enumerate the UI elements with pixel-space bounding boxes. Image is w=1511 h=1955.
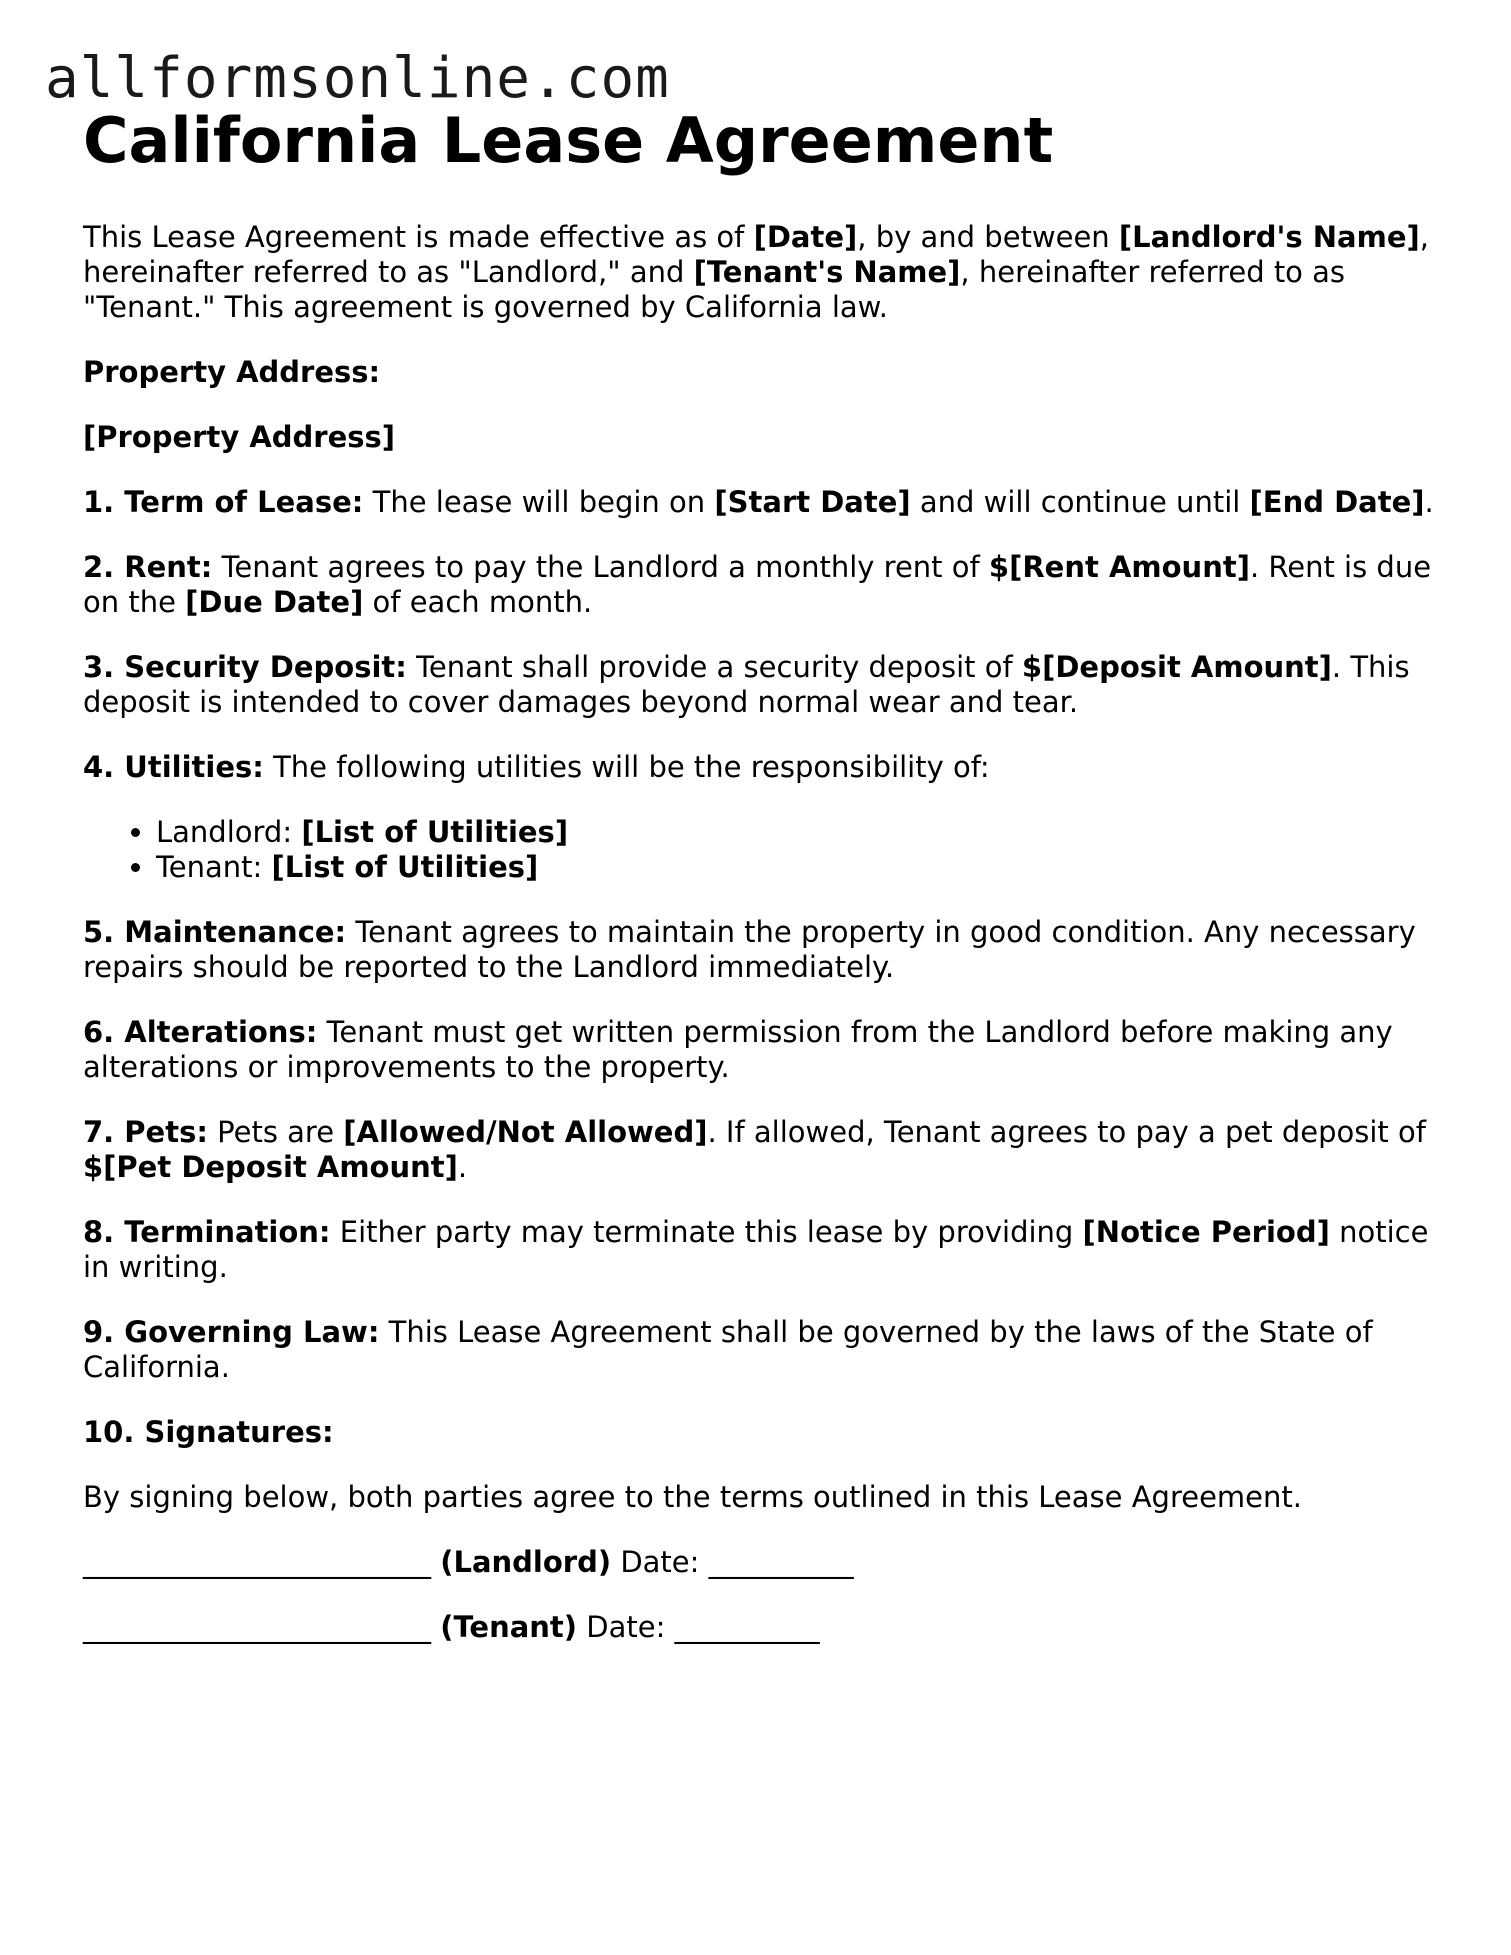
pets-allowed-placeholder: [Allowed/Not Allowed]	[343, 1115, 708, 1149]
section-maintenance: 5. Maintenance: Tenant agrees to maintain the property in good condition. Any necessary repairs should be reported to the Landlord immediately.	[83, 915, 1416, 984]
section-label: 5. Maintenance:	[83, 915, 347, 949]
signature-role: (Landlord)	[440, 1545, 612, 1579]
document-title: California Lease Agreement	[83, 104, 1054, 177]
section-label: 9. Governing Law:	[83, 1315, 380, 1349]
date-blank: __________	[674, 1610, 820, 1644]
section-label: 4. Utilities:	[83, 750, 264, 784]
section-termination: 8. Termination: Either party may terminate this lease by providing [Notice Period] notice in writing.	[83, 1215, 1429, 1284]
section-label: 8. Termination:	[83, 1215, 331, 1249]
due-date-placeholder: [Due Date]	[185, 585, 364, 619]
property-address-value: [Property Address]	[83, 420, 396, 454]
property-address-heading: Property Address:	[83, 355, 381, 389]
section-label: 2. Rent:	[83, 550, 213, 584]
section-security-deposit: 3. Security Deposit: Tenant shall provide a security deposit of $[Deposit Amount]. This deposit is intended to cover damages beyond normal wear and tear.	[83, 650, 1410, 719]
lease-document	[83, 100, 1443, 1675]
deposit-amount-placeholder: $[Deposit Amount]	[1021, 650, 1332, 684]
section-governing-law: 9. Governing Law: This Lease Agreement shall be governed by the laws of the State of California.	[83, 1315, 1373, 1384]
section-alterations: 6. Alterations: Tenant must get written permission from the Landlord before making any alterations or improvements to the property.	[83, 1015, 1393, 1084]
end-date-placeholder: [End Date]	[1249, 485, 1425, 519]
signatures-statement: By signing below, both parties agree to the terms outlined in this Lease Agreement.	[83, 1480, 1302, 1514]
section-pets: 7. Pets: Pets are [Allowed/Not Allowed]. If allowed, Tenant agrees to pay a pet deposit of $[Pet Deposit Amount].	[83, 1115, 1426, 1184]
landlord-name-placeholder: [Landlord's Name]	[1118, 220, 1420, 254]
section-label: 1. Term of Lease:	[83, 485, 364, 519]
rent-amount-placeholder: $[Rent Amount]	[988, 550, 1250, 584]
list-item: • Tenant: [List of Utilities]	[156, 850, 1443, 885]
start-date-placeholder: [Start Date]	[714, 485, 911, 519]
tenant-name-placeholder: [Tenant's Name]	[693, 255, 961, 289]
section-label: 3. Security Deposit:	[83, 650, 407, 684]
pet-deposit-placeholder: $[Pet Deposit Amount]	[83, 1150, 458, 1184]
site-watermark: allformsonline.com	[45, 46, 670, 111]
notice-period-placeholder: [Notice Period]	[1082, 1215, 1330, 1249]
tenant-signature-line: ________________________ (Tenant) Date: __________	[83, 1610, 820, 1644]
landlord-signature-line: ________________________ (Landlord) Date: __________	[83, 1545, 854, 1579]
signature-blank: ________________________	[83, 1610, 431, 1644]
section-utilities: 4. Utilities: The following utilities will be the responsibility of:	[83, 750, 990, 784]
signature-blank: ________________________	[83, 1545, 431, 1579]
date-blank: __________	[708, 1545, 854, 1579]
intro-paragraph: This Lease Agreement is made effective as of [Date], by and between [Landlord's Name], hereinafter referred to as "Landlord," and [Tenant's Name], hereinafter referred to as "Tenant." This agreement is governed by California law.	[83, 220, 1429, 324]
section-rent: 2. Rent: Tenant agrees to pay the Landlord a monthly rent of $[Rent Amount]. Rent is due on the [Due Date] of each month.	[83, 550, 1432, 619]
list-item: • Landlord: [List of Utilities]	[156, 815, 1443, 850]
effective-date-placeholder: [Date]	[753, 220, 858, 254]
signature-role: (Tenant)	[440, 1610, 578, 1644]
utilities-list	[83, 815, 1443, 885]
section-term-of-lease: 1. Term of Lease: The lease will begin on [Start Date] and will continue until [End Date].	[83, 485, 1434, 519]
signatures-heading: 10. Signatures:	[83, 1415, 334, 1449]
section-label: 6. Alterations:	[83, 1015, 318, 1049]
section-label: 7. Pets:	[83, 1115, 208, 1149]
